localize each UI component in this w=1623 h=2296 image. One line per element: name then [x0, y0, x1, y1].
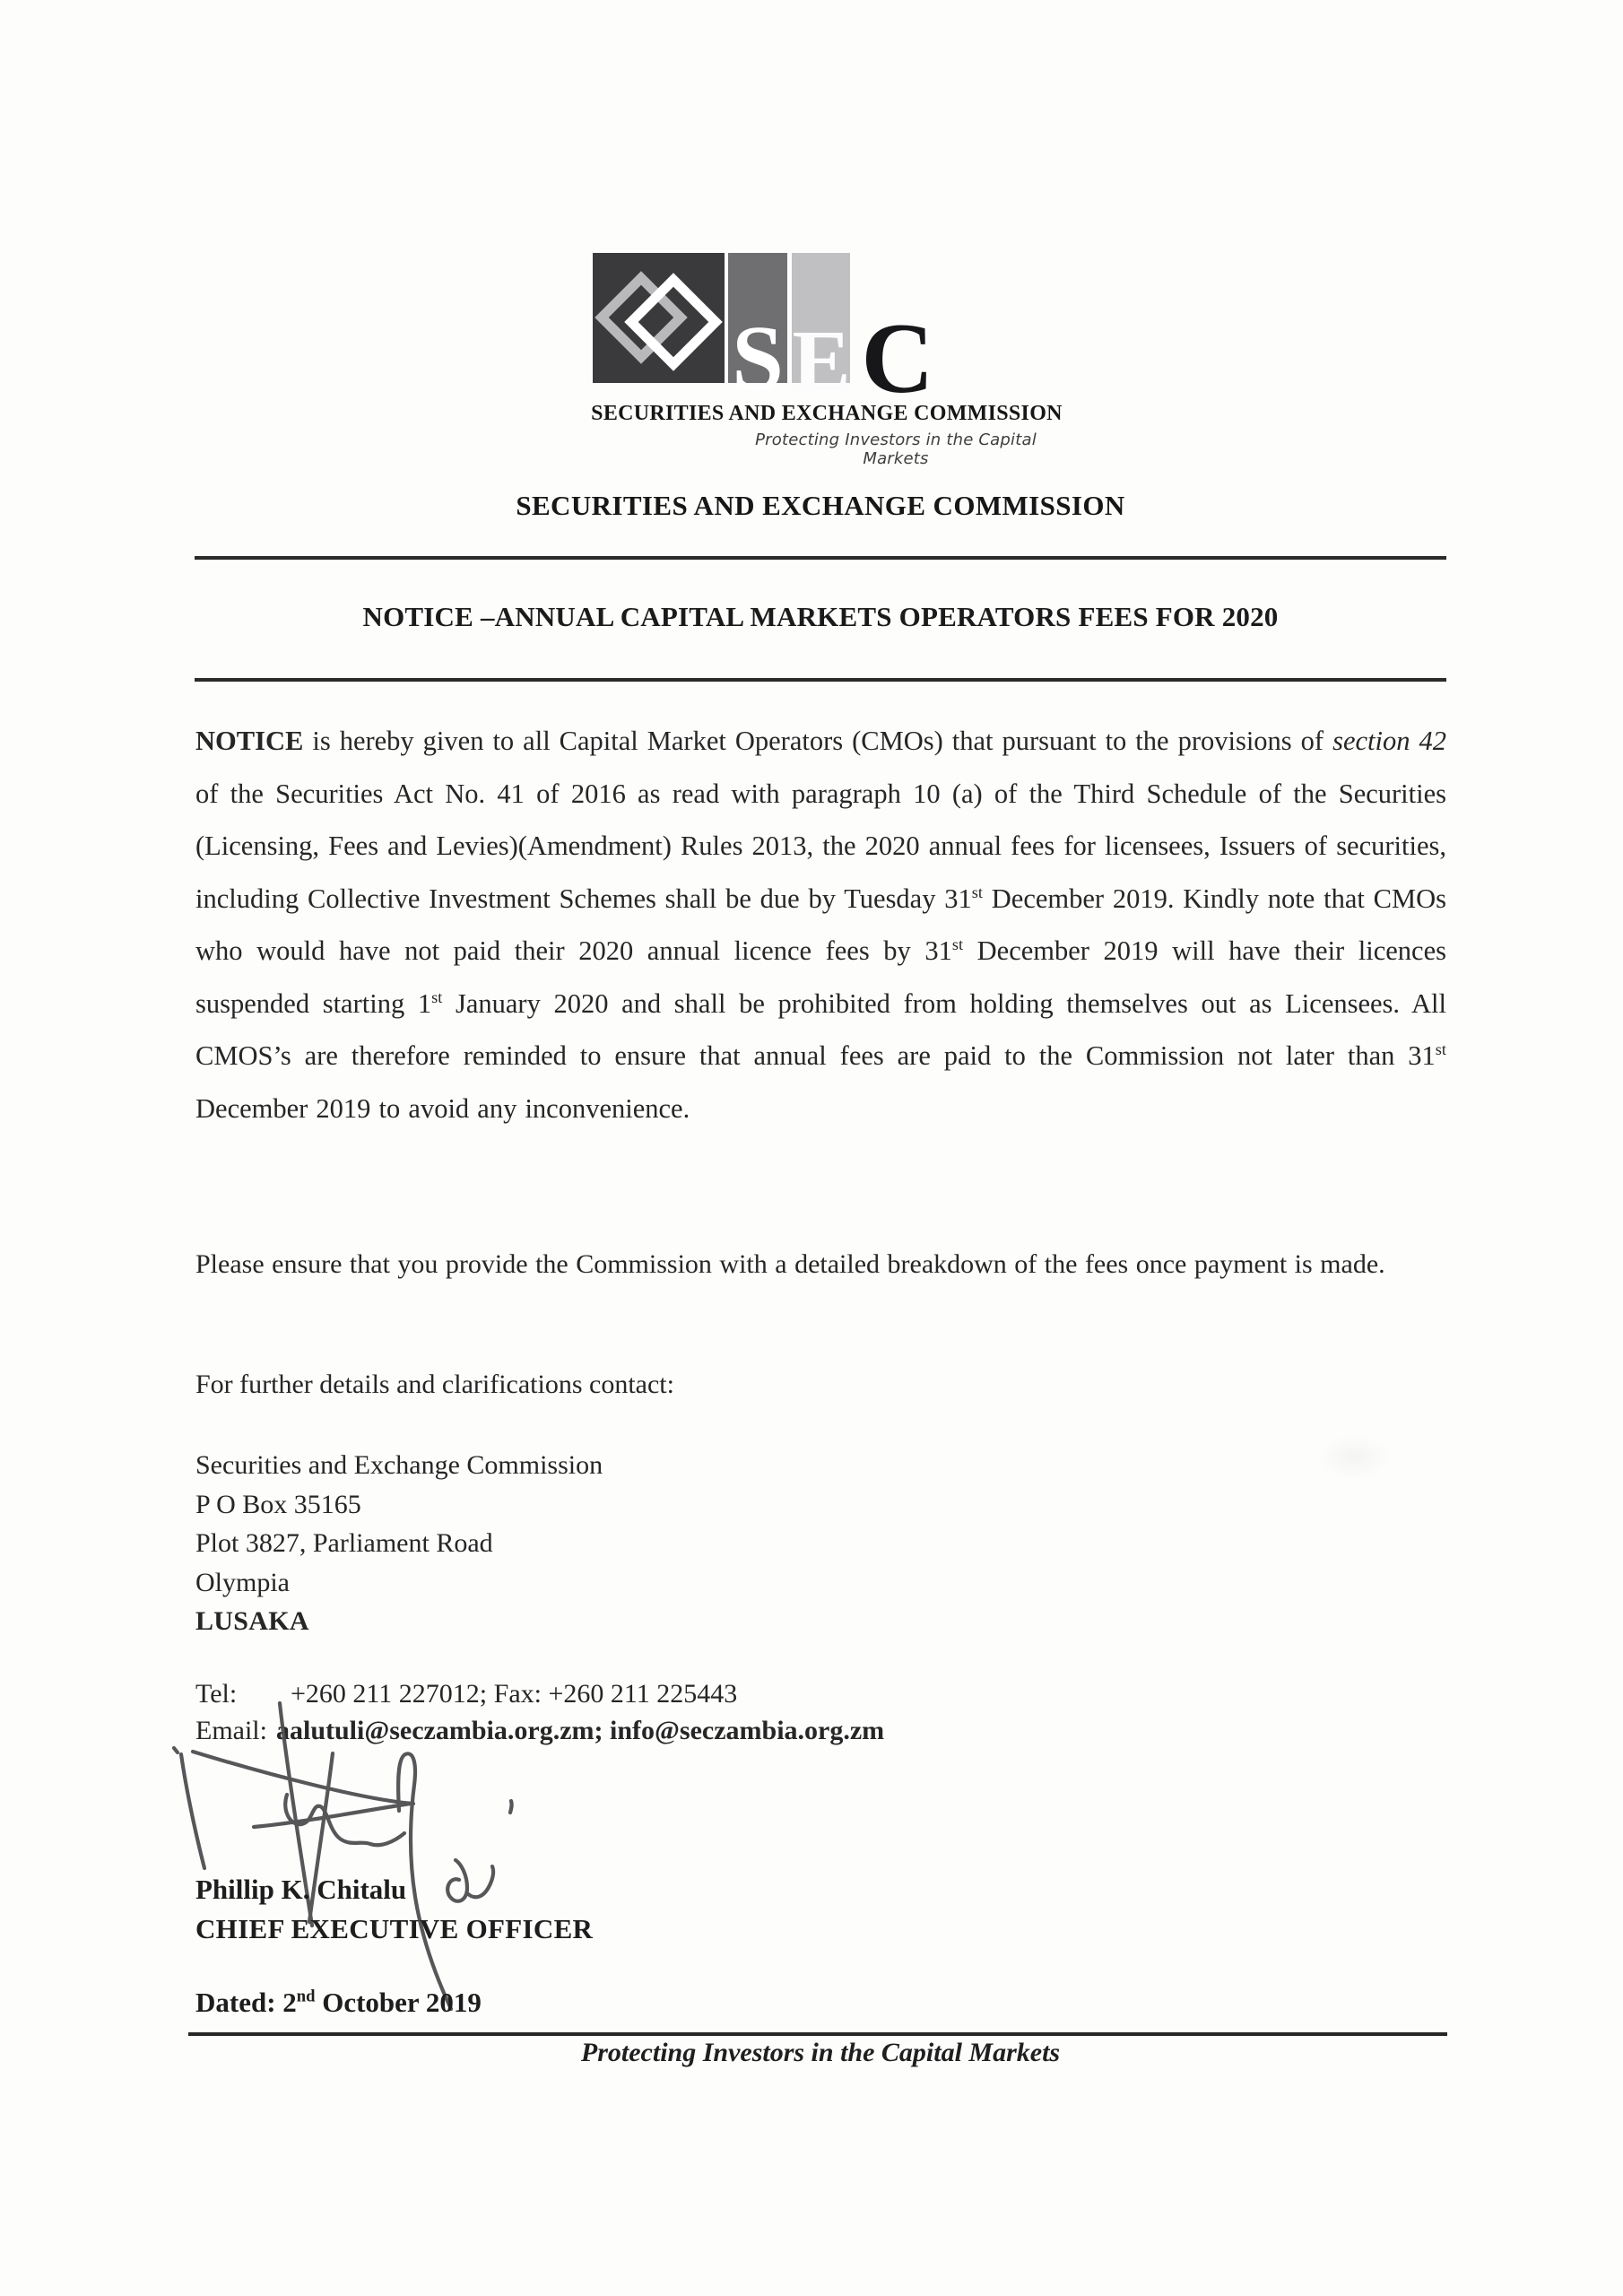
scan-smudge — [1318, 1435, 1390, 1480]
address-line-plot: Plot 3827, Parliament Road — [195, 1528, 493, 1558]
sec-logo — [593, 253, 934, 414]
address-line-org: Securities and Exchange Commission — [195, 1450, 603, 1480]
notice-heading: NOTICE –ANNUAL CAPITAL MARKETS OPERATORS FEES FOR 2020 — [362, 601, 1279, 632]
address-line-city: LUSAKA — [195, 1606, 309, 1636]
notice-body-paragraph: NOTICE is hereby given to all Capital Market Operators (CMOs) that pursuant to the provisions of section 42 of the Securities Act No. 41 of 2016 as read with paragraph 10 (a) of the Third Schedule of the Securities (Licensing, Fees and Levies)(Amendment) Rules 2013, the 2020 annual fees for licensees, Issuers of securities, including Collective Investment Schemes shall be due by Tuesday 31st December 2019. Kindly note that CMOs who would have not paid their 2020 annual licence fees by 31st December 2019 will have their licences suspended starting 1st January 2020 and shall be prohibited from holding themselves out as Licensees. All CMOS’s are therefore reminded to ensure that annual fees are paid to the Commission not later than 31st December 2019 to avoid any inconvenience. — [195, 726, 1447, 1124]
address-line-area: Olympia — [195, 1567, 290, 1597]
footer-rule — [188, 2032, 1447, 2036]
email-label: Email: — [195, 1716, 267, 1745]
payment-breakdown-paragraph: Please ensure that you provide the Commission with a detailed breakdown of the fees once payment is made. — [195, 1249, 1385, 1279]
logo-letter-e: E — [792, 313, 851, 410]
signatory-name: Phillip K. Chitalu — [195, 1874, 407, 1905]
logo-letter-c: C — [861, 303, 934, 414]
logo-letter-s: S — [732, 307, 784, 410]
contact-intro-line: For further details and clarifications contact: — [195, 1370, 674, 1399]
tel-label: Tel: — [195, 1679, 238, 1709]
logo-dark-box — [593, 253, 725, 383]
date-line: Dated: 2nd October 2019 — [195, 1987, 482, 2018]
divider-rule-bottom — [195, 678, 1446, 682]
divider-rule-top — [195, 556, 1446, 560]
address-line-pobox: P O Box 35165 — [195, 1489, 361, 1519]
email-value: aalutuli@seczambia.org.zm; info@seczambia.org.zm — [275, 1716, 885, 1745]
logo-tagline: Protecting Investors in the Capital Markets — [755, 430, 1037, 468]
signatory-title: CHIEF EXECUTIVE OFFICER — [195, 1913, 594, 1944]
interlocked-diamonds-icon — [593, 253, 725, 383]
address-block — [195, 1446, 1002, 1641]
tel-value: +260 211 227012; Fax: +260 211 225443 — [291, 1679, 738, 1709]
logo-caption: SECURITIES AND EXCHANGE COMMISSION — [591, 402, 1063, 425]
organization-title: SECURITIES AND EXCHANGE COMMISSION — [516, 490, 1125, 521]
footer-tagline: Protecting Investors in the Capital Markets — [580, 2038, 1061, 2067]
